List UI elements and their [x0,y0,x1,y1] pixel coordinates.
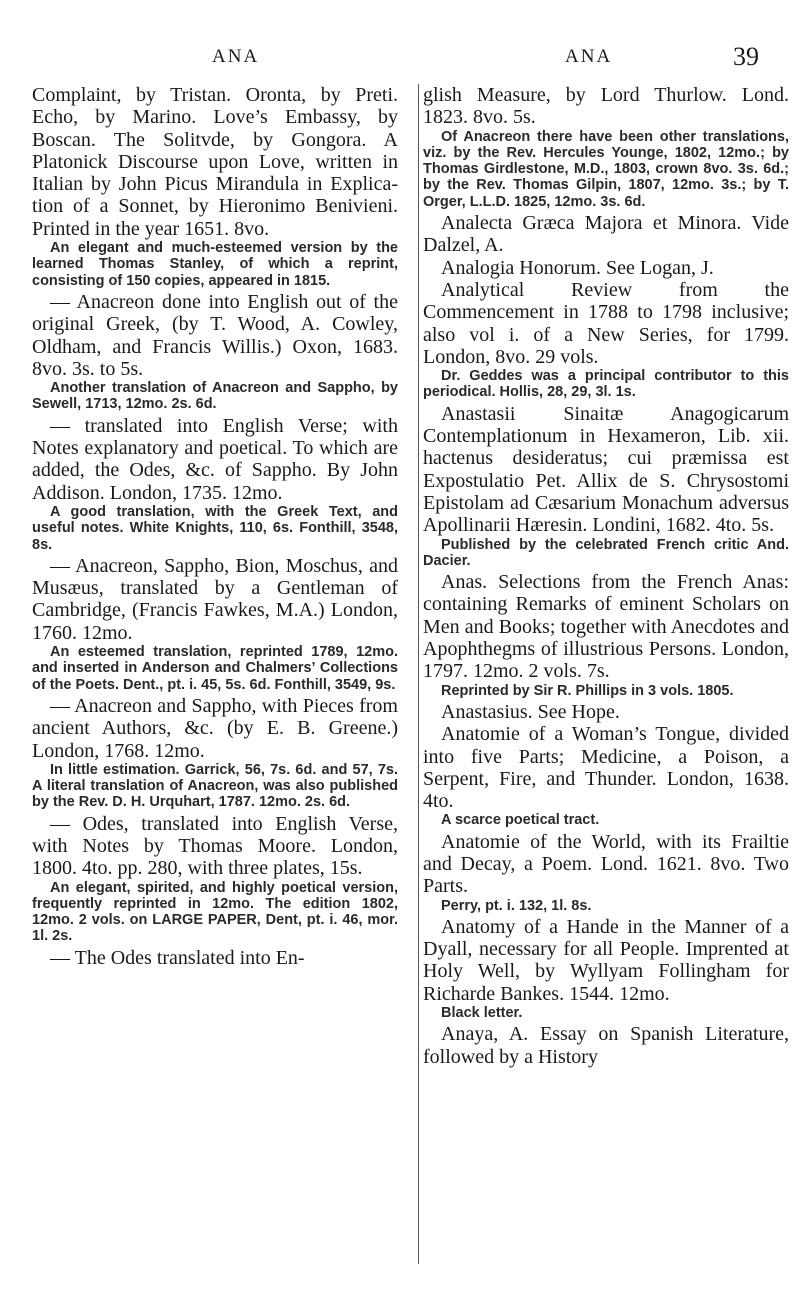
entry-text: Anatomie of a Woman’s Tongue, divided into five Parts; Medicine, a Poison, a Serpent, Fire, and Thunder. London, 1638. 4to. [423,723,789,813]
entry-text: — translated into English Verse; with Notes explanatory and poetical. To which are added, the Odes, &c. of Sappho. By John Addison. London, 1735. 12mo. [32,414,398,504]
entry-text: Anatomie of the World, with its Frailtie and Decay, a Poem. Lond. 1621. 8vo. Two Parts. [423,830,789,898]
entry-text: Anas. Selections from the French Anas: containing Remarks of eminent Scholars on Men and Books; together with Anecdotes and Apophthegms of illustrious Persons. London, 1797. 12mo. 2 vols. 7s. [423,571,789,683]
entry-text: glish Measure, by Lord Thurlow. Lond. 1823. 8vo. 5s. [423,84,789,129]
entry-text: Anastasii Sinaitæ Anagogicarum Contemplationum in Hexameron, Lib. xii. hactenus desideratus; cui præmissa est Expostulatio Pet. Allix de S. Chrysostomi Epistolam ad Cæsarium Monachum adversus Apollinarii Hæresin. Londini, 1682. 4to. 5s. [423,402,789,537]
entry-note: In little estimation. Garrick, 56, 7s. 6d. and 57, 7s. A literal translation of Anacreon, was also published by the Rev. D. H. Urquhart, 1787. 12mo. 2s. 6d. [32,761,398,811]
header-keyword-right: ANA [565,46,613,67]
entry-note: Perry, pt. i. 132, 1l. 8s. [441,897,592,914]
entry-text: — Anacreon done into English out of the original Greek, (by T. Wood, A. Cowley, Oldham, and Francis Willis.) Oxon, 1683. 8vo. 3s. to 5s. [32,290,398,380]
entry-text: — Odes, translated into English Verse, with Notes by Thomas Moore. London, 1800. 4to. pp. 280, with three plates, 15s. [32,812,398,880]
entry-note: Reprinted by Sir R. Phillips in 3 vols. 1805. [441,682,734,699]
entry-text: — Anacreon, Sappho, Bion, Moschus, and Musæus, translated by a Gentleman of Cambridge, (Francis Fawkes, M.A.) London, 1760. 12mo. [32,554,398,644]
entry-text: Anastasius. See Hope. [441,700,620,723]
entry-note: A scarce poetical tract. [441,812,600,829]
entry-text: Analogia Honorum. See Logan, J. [441,256,714,279]
entry-note: An esteemed translation, reprinted 1789, 12mo. and inserted in Anderson and Chalmers’ Collections of the Poets. Dent., pt. i. 45, 5s. 6d. Fonthill, 3549, 9s. [32,644,398,693]
entry-text: Analytical Review from the Commencement in 1788 to 1798 inclusive; also vol i. of a New Series, for 1799. London, 8vo. 29 vols. [423,278,789,368]
entry-note: Another translation of Anacreon and Sappho, by Sewell, 1713, 12mo. 2s. 6d. [32,380,398,413]
entry-text: — The Odes translated into En- [50,946,305,969]
entry-note: Dr. Geddes was a principal contributor to this periodical. Hollis, 28, 29, 3l. 1s. [423,368,789,401]
entry-note: A good translation, with the Greek Text, and useful notes. White Knights, 110, 6s. Fonthill, 3548, 8s. [32,503,398,553]
entry-note: Published by the celebrated French critic And. Dacier. [423,536,789,569]
entry-note: Black letter. [441,1005,523,1022]
entry-note: Of Anacreon there have been other translations, viz. by the Rev. Hercules Younge, 1802, 12mo.; by Thomas Girdlestone, M.D., 1803, crown 8vo. 3s. 6d.; by the Rev. Thomas Gilpin, 1807, 12mo. 3s.; by T. Orger, L.L.D. 1825, 12mo. 3s. 6d. [423,128,789,210]
running-header [0,42,801,76]
entry-text: Anatomy of a Hande in the Manner of a Dyall, necessary for all People. Imprented at Holy Well, by Wyllyam Follingham for Richarde Bankes. 1544. 12mo. [423,915,789,1005]
entry-text: — Anacreon and Sappho, with Pieces from ancient Authors, &c. (by E. B. Greene.) London, 1768. 12mo. [32,694,398,762]
entry-note: An elegant and much-esteemed version by the learned Thomas Stanley, of which a reprint, consisting of 150 copies, appeared in 1815. [32,240,398,289]
left-column [32,84,398,1284]
page-number: 39 [733,42,759,71]
entry-text: Complaint, by Tristan. Oronta, by Preti. Echo, by Marino. Love’s Embassy, by Boscan. The Solitvde, by Gongora. A Platonick Discourse upon Love, written in Italian by John Picus Mirandula in Explica-tion of a Sonnet, by Hieronimo Benivieni. Printed in the year 1651. 8vo. [32,84,398,240]
entry-text: Anaya, A. Essay on Spanish Literature, followed by a History [423,1023,789,1068]
entry-note: An elegant, spirited, and highly poetical version, frequently reprinted in 12mo. The edition 1802, 12mo. 2 vols. on LARGE PAPER, Dent, pt. i. 46, mor. 1l. 2s. [32,879,398,945]
header-keyword-left: ANA [212,46,260,67]
entry-text: Analecta Græca Majora et Minora. Vide Dalzel, A. [423,212,789,257]
right-column [418,84,789,1264]
